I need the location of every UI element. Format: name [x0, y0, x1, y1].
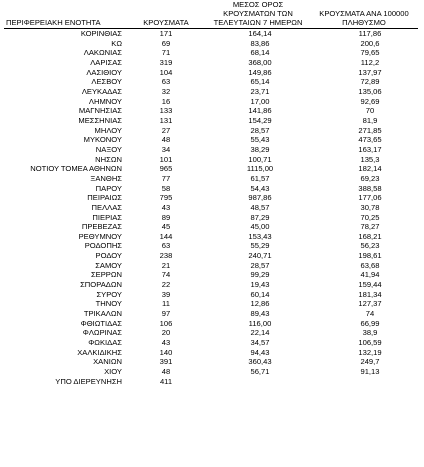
table-row [4, 309, 418, 319]
table-row [4, 126, 418, 136]
cases-cell: 106 [159, 318, 173, 328]
region-cell: ΠΑΡΟΥ [95, 183, 122, 193]
table-row [4, 48, 418, 58]
table-row [4, 270, 418, 280]
per100k-cell: 70,25 [360, 212, 380, 222]
cases-cell: 45 [161, 222, 171, 232]
avg7-cell: 23,71 [250, 86, 270, 96]
per100k-cell: 63,68 [360, 260, 380, 270]
cases-cell: 319 [159, 58, 173, 67]
region-cell: ΤΡΙΚΑΛΩΝ [83, 309, 122, 319]
region-cell: ΜΗΛΟΥ [94, 125, 122, 135]
avg7-cell: 38,29 [250, 144, 270, 154]
per100k-cell: 70 [365, 106, 375, 116]
cases-cell: 22 [161, 280, 171, 290]
avg7-cell: 45,00 [250, 222, 270, 232]
avg7-cell: 100,71 [248, 154, 272, 164]
cases-cell: 63 [161, 77, 171, 87]
region-cell: ΡΟΔΟΠΗΣ [84, 241, 122, 251]
covid-cases-table [4, 0, 418, 386]
cases-cell: 411 [159, 376, 173, 386]
per100k-cell: 81,9 [362, 115, 378, 125]
avg7-cell [206, 377, 310, 387]
region-cell: ΥΠΟ ΔΙΕΡΕΥΝΗΣΗ [55, 376, 122, 386]
region-cell: ΛΗΜΝΟΥ [88, 96, 122, 106]
cases-cell: 69 [161, 38, 171, 48]
avg7-cell: 368,00 [248, 58, 272, 67]
cases-cell: 43 [161, 202, 171, 212]
avg7-cell: 154,29 [248, 115, 272, 125]
per100k-cell: 30,78 [360, 202, 380, 212]
cases-cell: 131 [159, 115, 173, 125]
avg7-cell: 34,57 [250, 338, 270, 348]
region-cell: ΣΠΟΡΑΔΩΝ [80, 280, 122, 290]
table-row [4, 328, 418, 338]
cases-cell: 32 [161, 86, 171, 96]
avg7-cell: 22,14 [250, 328, 270, 338]
avg7-cell: 94,43 [250, 347, 270, 357]
per100k-cell: 69,23 [360, 173, 380, 183]
table-row [4, 39, 418, 49]
avg7-cell: 149,86 [248, 67, 272, 77]
table-row [4, 106, 418, 116]
avg7-cell: 164,14 [248, 29, 272, 39]
region-cell: ΡΟΔΟΥ [95, 251, 122, 261]
region-cell: ΞΑΝΘΗΣ [90, 173, 122, 183]
table-row [4, 155, 418, 165]
cases-cell: 48 [161, 135, 171, 145]
region-cell: ΣΥΡΟΥ [96, 289, 122, 299]
per100k-cell: 112,2 [360, 58, 380, 67]
table-body [4, 29, 418, 387]
avg7-cell: 17,00 [250, 96, 270, 106]
region-cell: ΧΑΛΚΙΔΙΚΗΣ [77, 347, 122, 357]
per100k-cell: 79,65 [360, 48, 380, 58]
cases-cell: 21 [161, 260, 171, 270]
per100k-cell: 182,14 [358, 164, 382, 174]
cases-cell: 171 [159, 29, 173, 39]
avg7-cell: 153,43 [248, 231, 272, 241]
per100k-cell: 72,89 [360, 77, 380, 87]
avg7-cell: 87,29 [250, 212, 270, 222]
region-cell: ΜΕΣΣΗΝΙΑΣ [78, 115, 122, 125]
table-row [4, 203, 418, 213]
table-row [4, 377, 418, 387]
avg7-cell: 987,86 [248, 193, 272, 203]
table-row [4, 58, 418, 68]
avg7-cell: 240,71 [248, 251, 272, 261]
avg7-cell: 48,57 [250, 202, 270, 212]
cases-cell: 71 [161, 48, 171, 58]
per100k-cell: 181,34 [358, 289, 382, 299]
table-row [4, 145, 418, 155]
per100k-cell: 137,97 [358, 67, 382, 77]
region-cell: ΚΟΡΙΝΘΙΑΣ [80, 29, 122, 39]
region-cell: ΛΕΣΒΟΥ [91, 77, 122, 87]
table-row [4, 29, 418, 39]
region-cell: ΝΑΞΟΥ [95, 144, 122, 154]
table-header [4, 0, 418, 29]
table-row [4, 280, 418, 290]
region-cell: ΦΘΙΩΤΙΔΑΣ [80, 318, 122, 328]
table-row [4, 232, 418, 242]
cases-cell: 77 [161, 173, 171, 183]
per100k-cell: 56,23 [360, 241, 380, 251]
region-cell: ΦΩΚΙΔΑΣ [88, 338, 122, 348]
per100k-cell: 200,6 [360, 38, 380, 48]
avg7-cell: 68,14 [250, 48, 270, 58]
per100k-cell: 198,61 [358, 251, 382, 261]
per100k-cell: 117,86 [358, 29, 382, 39]
table-row [4, 212, 418, 222]
header-cases: ΚΡΟΥΣΜΑΤΑ [126, 0, 206, 29]
per100k-cell: 168,21 [358, 231, 382, 241]
avg7-cell: 116,00 [248, 318, 272, 328]
table-row [4, 357, 418, 367]
avg7-cell: 141,86 [248, 106, 272, 116]
table-row [4, 367, 418, 377]
avg7-cell: 12,86 [250, 299, 270, 309]
cases-cell: 133 [159, 106, 173, 116]
per100k-cell: 473,65 [358, 135, 382, 145]
region-cell: ΧΙΟΥ [104, 367, 122, 376]
table-row [4, 241, 418, 251]
cases-cell: 89 [161, 212, 171, 222]
region-cell: ΠΕΛΛΑΣ [91, 202, 122, 212]
per100k-cell: 66,99 [360, 318, 380, 328]
per100k-cell: 132,19 [358, 347, 382, 357]
region-cell: ΜΥΚΟΝΟΥ [83, 135, 122, 145]
table-row [4, 87, 418, 97]
avg7-cell: 99,29 [250, 270, 270, 280]
region-cell: ΡΕΘΥΜΝΟΥ [78, 231, 122, 241]
cases-cell: 48 [161, 367, 171, 376]
cases-cell: 795 [159, 193, 173, 203]
region-cell: ΝΗΣΩΝ [95, 154, 122, 164]
region-cell: ΦΛΩΡΙΝΑΣ [82, 328, 122, 338]
avg7-cell: 83,86 [250, 38, 270, 48]
region-cell: ΧΑΝΙΩΝ [93, 357, 122, 367]
avg7-cell: 55,43 [250, 135, 270, 145]
cases-cell: 20 [161, 328, 171, 338]
per100k-cell: 127,37 [358, 299, 382, 309]
per100k-cell: 135,3 [360, 154, 380, 164]
header-region: ΠΕΡΙΦΕΡΕΙΑΚΗ ΕΝΟΤΗΤΑ [4, 0, 126, 29]
avg7-cell: 61,57 [250, 173, 270, 183]
table-row [4, 77, 418, 87]
per100k-cell: 106,59 [358, 338, 382, 348]
table-row [4, 116, 418, 126]
region-cell: ΚΩ [111, 38, 122, 48]
header-row [4, 0, 418, 29]
cases-cell: 140 [159, 347, 173, 357]
region-cell: ΛΕΥΚΑΔΑΣ [81, 86, 122, 96]
avg7-cell: 28,57 [250, 125, 270, 135]
cases-cell: 104 [159, 67, 173, 77]
cases-cell: 97 [161, 309, 171, 319]
avg7-cell: 56,71 [250, 367, 270, 376]
cases-cell: 144 [159, 231, 173, 241]
avg7-cell: 1115,00 [246, 164, 274, 174]
region-cell: ΤΗΝΟΥ [95, 299, 122, 309]
per100k-cell: 159,44 [358, 280, 382, 290]
cases-cell: 16 [161, 96, 171, 106]
table-row [4, 193, 418, 203]
cases-cell: 101 [159, 154, 173, 164]
table-row [4, 164, 418, 174]
per100k-cell: 91,13 [360, 367, 380, 376]
table-row [4, 222, 418, 232]
region-cell: ΜΑΓΝΗΣΙΑΣ [78, 106, 122, 116]
per100k-cell: 41,94 [360, 270, 380, 280]
table-row [4, 251, 418, 261]
cases-cell: 11 [162, 299, 170, 309]
per100k-cell: 271,85 [358, 125, 382, 135]
region-cell: ΛΑΡΙΣΑΣ [90, 58, 122, 67]
region-cell: ΠΕΙΡΑΙΩΣ [87, 193, 122, 203]
avg7-cell: 28,57 [250, 260, 270, 270]
table-row [4, 135, 418, 145]
region-cell: ΛΑΚΩΝΙΑΣ [83, 48, 122, 58]
table-row [4, 290, 418, 300]
per100k-cell: 92,69 [360, 96, 380, 106]
cases-cell: 965 [159, 164, 173, 174]
header-per100k: ΚΡΟΥΣΜΑΤΑ ΑΝΑ 100000 ΠΛΗΘΥΣΜΟ [310, 0, 418, 29]
cases-cell: 238 [159, 251, 173, 261]
per100k-cell: 163,17 [358, 144, 382, 154]
cases-cell: 39 [161, 289, 171, 299]
header-avg7: ΜΕΣΟΣ ΟΡΟΣ ΚΡΟΥΣΜΑΤΩΝ ΤΩΝ ΤΕΛΕΥΤΑΙΩΝ 7 ΗΜΕΡΩΝ [206, 0, 310, 29]
table-row [4, 338, 418, 348]
per100k-cell: 78,27 [360, 222, 380, 232]
cases-cell: 27 [161, 125, 171, 135]
per100k-cell: 135,06 [358, 86, 382, 96]
region-cell: ΠΙΕΡΙΑΣ [92, 212, 122, 222]
region-cell: ΣΕΡΡΩΝ [90, 270, 122, 280]
avg7-cell: 360,43 [248, 357, 272, 367]
table-row [4, 319, 418, 329]
per100k-cell: 177,06 [358, 193, 382, 203]
region-cell: ΝΟΤΙΟΥ ΤΟΜΕΑ ΑΘΗΝΩΝ [30, 164, 122, 174]
avg7-cell: 54,43 [250, 183, 270, 193]
cases-cell: 34 [161, 144, 171, 154]
cases-cell: 74 [161, 270, 171, 280]
region-cell: ΛΑΣΙΘΙΟΥ [86, 67, 122, 77]
per100k-cell: 38,9 [362, 328, 378, 338]
table-row [4, 97, 418, 107]
avg7-cell: 65,14 [250, 77, 270, 87]
avg7-cell: 55,29 [250, 241, 270, 251]
table-row [4, 261, 418, 271]
table-row [4, 299, 418, 309]
table-row [4, 184, 418, 194]
cases-cell: 58 [161, 183, 171, 193]
region-cell: ΣΑΜΟΥ [95, 260, 122, 270]
cases-cell: 43 [161, 338, 171, 348]
table-row [4, 174, 418, 184]
per100k-cell [310, 377, 418, 387]
avg7-cell: 19,43 [250, 280, 270, 290]
avg7-cell: 60,14 [250, 289, 270, 299]
avg7-cell: 89,43 [250, 309, 270, 319]
cases-cell: 63 [161, 241, 171, 251]
table-row [4, 68, 418, 78]
per100k-cell: 388,58 [358, 183, 382, 193]
region-cell: ΠΡΕΒΕΖΑΣ [81, 222, 122, 232]
cases-cell: 391 [159, 357, 173, 367]
per100k-cell: 74 [365, 309, 375, 319]
per100k-cell: 249,7 [360, 357, 380, 367]
table-row [4, 348, 418, 358]
